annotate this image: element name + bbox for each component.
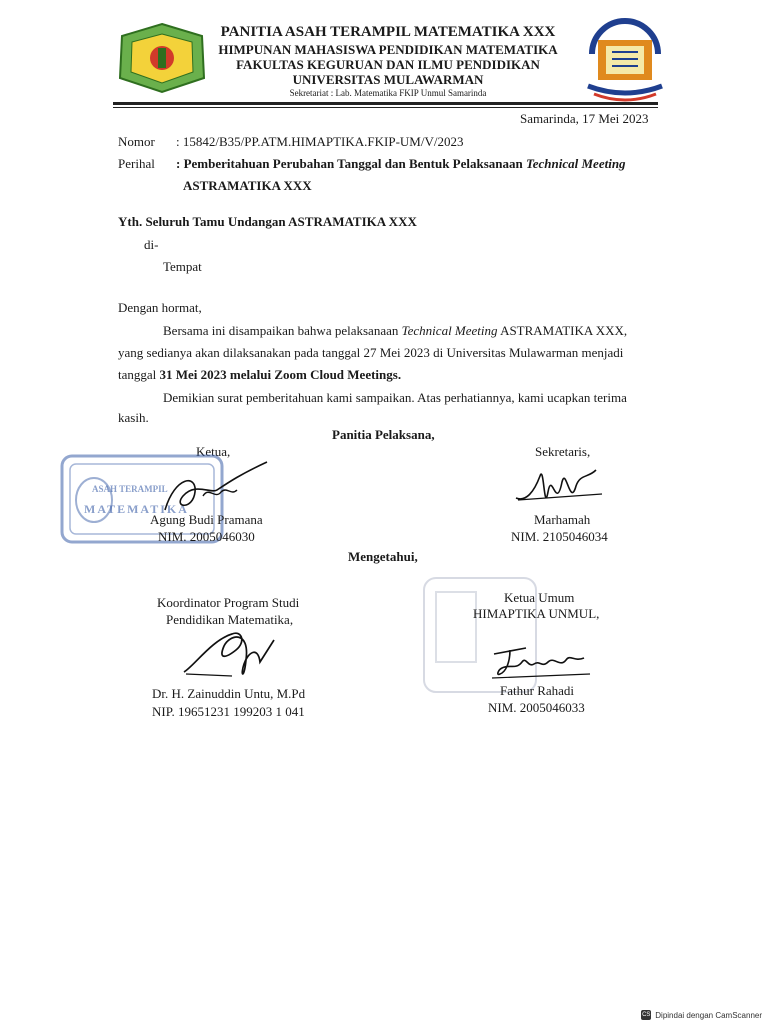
koordinator-name: Dr. H. Zainuddin Untu, M.Pd — [152, 686, 306, 701]
university-logo — [116, 22, 208, 94]
camscanner-watermark — [641, 1010, 762, 1020]
ketum-title-1: Ketua Umum — [504, 590, 575, 605]
paragraph-2-line-2: kasih. — [118, 410, 149, 425]
p1-text-a: Bersama ini disampaikan bahwa pelaksanaan — [163, 323, 402, 338]
camscanner-icon: CS — [642, 1012, 651, 1018]
letter-date: Samarinda, 17 Mei 2023 — [520, 111, 649, 126]
perihal-value — [176, 156, 626, 172]
committee-heading: Panitia Pelaksana, — [332, 427, 435, 442]
ketua-name: Agung Budi Pramana — [150, 512, 263, 527]
letterhead-faculty: FAKULTAS KEGURUAN DAN ILMU PENDIDIKAN — [236, 57, 540, 72]
salutation: Dengan hormat, — [118, 300, 202, 315]
koordinator-nip: NIP. 19651231 199203 1 041 — [152, 704, 305, 719]
sekretaris-title: Sekretaris, — [535, 444, 591, 459]
perihal-line2: ASTRAMATIKA XXX — [183, 178, 312, 193]
ketua-nim: NIM. 2005046030 — [158, 529, 255, 544]
p1-text-b: ASTRAMATIKA XXX, — [497, 323, 628, 338]
koordinator-signature — [172, 620, 292, 688]
ketum-name: Fathur Rahadi — [500, 683, 575, 698]
recipient-place: Tempat — [163, 259, 202, 274]
paragraph-2-line-1: Demikian surat pemberitahuan kami sampaikan. Atas perhatiannya, kami ucapkan terima — [163, 390, 627, 405]
stamp-text-2: MATEMATIKA — [84, 502, 189, 516]
ketum-nim: NIM. 2005046033 — [488, 700, 585, 715]
ketum-title-2: HIMAPTIKA UNMUL, — [473, 606, 600, 621]
ketua-title: Ketua, — [196, 444, 231, 459]
koordinator-title-2: Pendidikan Matematika, — [166, 612, 294, 627]
perihal-text: : Pemberitahuan Perubahan Tanggal dan Bentuk Pelaksanaan — [176, 156, 526, 171]
perihal-italic: Technical Meeting — [526, 156, 626, 171]
nomor-label: Nomor — [118, 134, 155, 149]
camscanner-label: Dipindai dengan CamScanner — [655, 1010, 762, 1020]
letterhead-university: UNIVERSITAS MULAWARMAN — [292, 72, 484, 87]
stamp-text-1: ASAH TERAMPIL — [92, 484, 168, 494]
sekretaris-name: Marhamah — [534, 512, 591, 527]
nomor-value: : 15842/B35/PP.ATM.HIMAPTIKA.FKIP-UM/V/2023 — [176, 134, 464, 149]
letterhead-divider — [113, 102, 658, 105]
p1-line3-bold: 31 Mei 2023 melalui Zoom Cloud Meetings. — [159, 367, 402, 382]
koordinator-title-1: Koordinator Program Studi — [157, 595, 300, 610]
letterhead-secretariat: Sekretariat : Lab. Matematika FKIP Unmul Samarinda — [289, 88, 487, 98]
p1-line3-text: tanggal — [118, 367, 160, 382]
recipient: Yth. Seluruh Tamu Undangan ASTRAMATIKA XXX — [118, 214, 417, 229]
p1-italic: Technical Meeting — [401, 323, 498, 338]
paragraph-1-line-2: yang sedianya akan dilaksanakan pada tanggal 27 Mei 2023 di Universitas Mulawarman menjadi — [118, 345, 624, 360]
paragraph-1-line-3 — [118, 363, 401, 386]
perihal-label: Perihal — [118, 156, 155, 171]
himaptika-logo — [584, 14, 666, 106]
letterhead-divider-thin — [113, 107, 658, 108]
sekretaris-nim: NIM. 2105046034 — [511, 529, 608, 544]
letterhead-org: HIMPUNAN MAHASISWA PENDIDIKAN MATEMATIKA — [218, 42, 558, 57]
mengetahui-heading: Mengetahui, — [348, 549, 418, 564]
letterhead-title: PANITIA ASAH TERAMPIL MATEMATIKA XXX — [220, 24, 556, 40]
recipient-di: di- — [144, 237, 159, 252]
paragraph-1-line-1 — [163, 319, 627, 342]
ketum-signature — [486, 638, 596, 686]
